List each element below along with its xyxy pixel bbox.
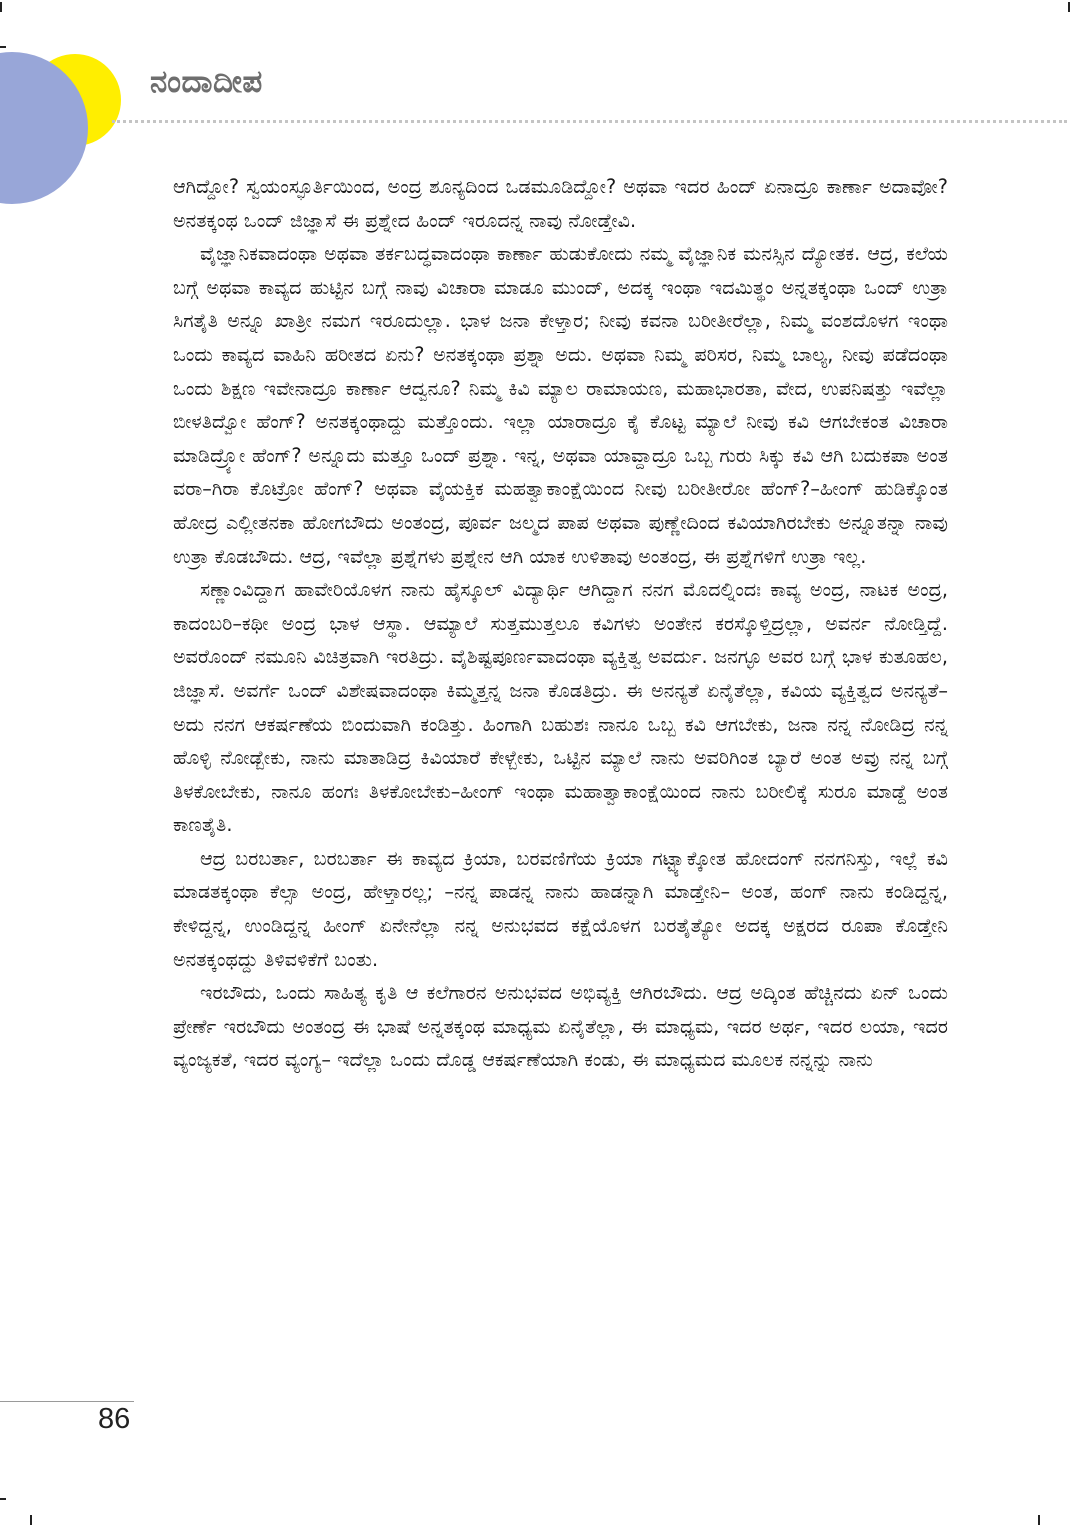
page-number: 86 <box>98 1403 131 1435</box>
paragraph: ಆದ್ರ ಬರಬರ್ತಾ, ಬರಬರ್ತಾ ಈ ಕಾವ್ಯದ ಕ್ರಿಯಾ, ಬರವಣಿಗೆಯ ಕ್ರಿಯಾ ಗಟ್ಟ್ಯಾಕ್ಕೋತ ಹೋದಂಗ್ ನನಗನಿಸ್ತು, ಇಲ್ಲೆ ಕವಿ ಮಾಡತಕ್ಕಂಥಾ ಕೆಲ್ಸಾ ಅಂದ್ರ, ಹೇಳ್ತಾರಲ್ಲ; –ನನ್ನ ಪಾಡನ್ನ ನಾನು ಹಾಡನ್ನಾಗಿ ಮಾಡ್ತೇನಿ– ಅಂತ, ಹಂಗ್ ನಾನು ಕಂಡಿದ್ದನ್ನ, ಕೇಳಿದ್ದನ್ನ, ಉಂಡಿದ್ದನ್ನ ಹೀಂಗ್ ಏನೇನೆಲ್ಲಾ ನನ್ನ ಅನುಭವದ ಕಕ್ಷೆಯೊಳಗ ಬರತೈತ್ಯೋ ಅದಕ್ಕ ಅಕ್ಷರದ ರೂಪಾ ಕೊಡ್ತೇನಿ ಅನತಕ್ಕಂಥದ್ದು ತಿಳಿವಳಿಕೆಗೆ ಬಂತು. <box>173 846 948 971</box>
paragraph: ವೈಜ್ಞಾನಿಕವಾದಂಥಾ ಅಥವಾ ತರ್ಕಬದ್ಧವಾದಂಥಾ ಕಾರ್ಣಾ ಹುಡುಕೋದು ನಮ್ಮ ವೈಜ್ಞಾನಿಕ ಮನಸ್ಸಿನ ದ್ಯೋತಕ. ಆದ್ರ, ಕಲೆಯ ಬಗ್ಗೆ ಅಥವಾ ಕಾವ್ಯದ ಹುಟ್ಟಿನ ಬಗ್ಗೆ ನಾವು ವಿಚಾರಾ ಮಾಡೂ ಮುಂದ್, ಅದಕ್ಕ ಇಂಥಾ ಇದಮಿತ್ಥಂ ಅನ್ನತಕ್ಕಂಥಾ ಒಂದ್ ಉತ್ರಾ ಸಿಗತೈತಿ ಅನ್ನೂ ಖಾತ್ರೀ ನಮಗ ಇರೂದುಲ್ಲಾ. ಭಾಳ ಜನಾ ಕೇಳ್ತಾರ; ನೀವು ಕವನಾ ಬರೀತೀರೆಲ್ಲಾ, ನಿಮ್ಮ ವಂಶದೊಳಗ ಇಂಥಾ ಒಂದು ಕಾವ್ಯದ ವಾಹಿನಿ ಹರೀತದ ಏನು? ಅನತಕ್ಕಂಥಾ ಪ್ರಶ್ನಾ ಅದು. ಅಥವಾ ನಿಮ್ಮ ಪರಿಸರ, ನಿಮ್ಮ ಬಾಲ್ಯ, ನೀವು ಪಡೆದಂಥಾ ಒಂದು ಶಿಕ್ಷಣ ಇವೇನಾದ್ರೂ ಕಾರ್ಣಾ ಆದ್ವನೂ? ನಿಮ್ಮ ಕಿವಿ ಮ್ಯಾಲ ರಾಮಾಯಣ, ಮಹಾಭಾರತಾ, ವೇದ, ಉಪನಿಷತ್ತು ಇವೆಲ್ಲಾ ಬೀಳತಿದ್ವೋ ಹೆಂಗ್? ಅನತಕ್ಕಂಥಾದ್ದು ಮತ್ತೊಂದು. ಇಲ್ಲಾ ಯಾರಾದ್ರೂ ಕೈ ಕೊಟ್ಟ ಮ್ಯಾಲೆ ನೀವು ಕವಿ ಆಗಬೇಕಂತ ವಿಚಾರಾ ಮಾಡಿದ್ರ್ಯೋ ಹೆಂಗ್? ಅನ್ನೂದು ಮತ್ತೂ ಒಂದ್ ಪ್ರಶ್ನಾ. ಇನ್ನ, ಅಥವಾ ಯಾವ್ದಾದ್ರೂ ಒಬ್ಬ ಗುರು ಸಿಕ್ಕು ಕವಿ ಆಗಿ ಬದುಕಪಾ ಅಂತ ವರಾ–ಗಿರಾ ಕೊಟ್ರೋ ಹೆಂಗ್? ಅಥವಾ ವೈಯಕ್ತಿಕ ಮಹತ್ವಾಕಾಂಕ್ಷೆಯಿಂದ ನೀವು ಬರೀತೀರೋ ಹೆಂಗ್?–ಹೀಂಗ್ ಹುಡಿಕ್ಕೊಂತ ಹೋದ್ರ ಎಲ್ಲೀತನಕಾ ಹೋಗಬೌದು ಅಂತಂದ್ರ, ಪೂರ್ವ ಜಲ್ಮದ ಪಾಪ ಅಥವಾ ಪುಣ್ಣೇದಿಂದ ಕವಿಯಾಗಿರಬೇಕು ಅನ್ನೂತನ್ನಾ ನಾವು ಉತ್ರಾ ಕೊಡಬೌದು. ಆದ್ರ, ಇವೆಲ್ಲಾ ಪ್ರಶ್ನೆಗಳು ಪ್ರಶ್ನೇನ ಆಗಿ ಯಾಕ ಉಳಿತಾವು ಅಂತಂದ್ರ, ಈ ಪ್ರಶ್ನೆಗಳಿಗೆ ಉತ್ರಾ ಇಲ್ಲ. <box>173 242 948 568</box>
body-text <box>173 170 948 1077</box>
header-decoration <box>0 0 140 220</box>
crop-mark-bottom-right <box>1038 1515 1040 1525</box>
crop-mark-left-lower <box>0 1498 6 1500</box>
crop-mark-top-right <box>1068 2 1070 12</box>
footer-rule <box>0 1401 134 1402</box>
paragraph: ಸಣ್ಣಾಂವಿದ್ದಾಗ ಹಾವೇರಿಯೊಳಗ ನಾನು ಹೈಸ್ಕೂಲ್ ವಿದ್ಯಾರ್ಥಿ ಆಗಿದ್ದಾಗ ನನಗ ಮೊದಲ್ನಿಂದಃ ಕಾವ್ಯ ಅಂದ್ರ, ನಾಟಕ ಅಂದ್ರ, ಕಾದಂಬರಿ–ಕಥೀ ಅಂದ್ರ ಭಾಳ ಆಸ್ಥಾ. ಆಮ್ಯಾಲೆ ಸುತ್ತಮುತ್ತಲೂ ಕವಿಗಳು ಅಂತೇನ ಕರಸ್ಕೊಳ್ತಿದ್ರಲ್ಲಾ, ಅವರ್ನ ನೋಡ್ತಿದ್ದೆ. ಅವರೊಂದ್ ನಮೂನಿ ವಿಚಿತ್ರವಾಗಿ ಇರತಿದ್ರು. ವೈಶಿಷ್ಟಪೂರ್ಣವಾದಂಥಾ ವ್ಯಕ್ತಿತ್ವ ಅವರ್ದು. ಜನಗ್ಳೂ ಅವರ ಬಗ್ಗೆ ಭಾಳ ಕುತೂಹಲ, ಜಿಜ್ಞಾಸೆ. ಅವರ್ಗೆ ಒಂದ್ ವಿಶೇಷವಾದಂಥಾ ಕಿಮ್ಮತ್ತನ್ನ ಜನಾ ಕೊಡತಿದ್ರು. ಈ ಅನನ್ಯತೆ ಏನೈತೆಲ್ಲಾ, ಕವಿಯ ವ್ಯಕ್ತಿತ್ವದ ಅನನ್ಯತೆ–ಅದು ನನಗ ಆಕರ್ಷಣೆಯ ಬಿಂದುವಾಗಿ ಕಂಡಿತ್ತು. ಹಿಂಗಾಗಿ ಬಹುಶಃ ನಾನೂ ಒಬ್ಬ ಕವಿ ಆಗಬೇಕು, ಜನಾ ನನ್ನ ನೋಡಿದ್ರ ನನ್ನ ಹೊಳ್ಳಿ ನೋಡ್ಬೇಕು, ನಾನು ಮಾತಾಡಿದ್ರ ಕಿವಿಯಾರೆ ಕೇಳ್ಬೇಕು, ಒಟ್ಟಿನ ಮ್ಯಾಲೆ ನಾನು ಅವರಿಗಿಂತ ಬ್ಯಾರೆ ಅಂತ ಅವ್ರು ನನ್ನ ಬಗ್ಗೆ ತಿಳಕೋಬೇಕು, ನಾನೂ ಹಂಗಃ ತಿಳಕೋಬೇಕು–ಹೀಂಗ್ ಇಂಥಾ ಮಹಾತ್ವಾಕಾಂಕ್ಷೆಯಿಂದ ನಾನು ಬರೀಲಿಕ್ಕೆ ಸುರೂ ಮಾಡ್ದೆ ಅಂತ ಕಾಣತೈತಿ. <box>173 578 948 837</box>
paragraph: ಇರಬೌದು, ಒಂದು ಸಾಹಿತ್ಯ ಕೃತಿ ಆ ಕಲೆಗಾರನ ಅನುಭವದ ಅಭಿವ್ಯಕ್ತಿ ಆಗಿರಬೌದು. ಆದ್ರ ಅದ್ಕಿಂತ ಹೆಚ್ಚಿನದು ಏನ್ ಒಂದು ಪ್ರೇರ್ಣೆ ಇರಬೌದು ಅಂತಂದ್ರ ಈ ಭಾಷೆ ಅನ್ನತಕ್ಕಂಥ ಮಾಧ್ಯಮ ಏನೈತೆಲ್ಲಾ, ಈ ಮಾಧ್ಯಮ, ಇದರ ಅರ್ಥ, ಇದರ ಲಯಾ, ಇದರ ವ್ಯಂಜ್ಯಕತೆ, ಇದರ ವ್ಯಂಗ್ಯ– ಇದೆಲ್ಲಾ ಒಂದು ದೊಡ್ಡ ಆಕರ್ಷಣೆಯಾಗಿ ಕಂಡು, ಈ ಮಾಧ್ಯಮದ ಮೂಲಕ ನನ್ನನ್ನು ನಾನು <box>173 981 948 1072</box>
paragraph: ಆಗಿದ್ದೋ? ಸ್ವಯಂಸ್ಫೂರ್ತಿಯಿಂದ, ಅಂದ್ರ ಶೂನ್ಯದಿಂದ ಒಡಮೂಡಿದ್ದೋ? ಅಥವಾ ಇದರ ಹಿಂದ್ ಏನಾದ್ರೂ ಕಾರ್ಣಾ ಅದಾವೋ? ಅನತಕ್ಕಂಥ ಒಂದ್ ಜಿಜ್ಞಾಸೆ ಈ ಪ್ರಶ್ನೇದ ಹಿಂದ್ ಇರೂದನ್ನ ನಾವು ನೋಡ್ತೇವಿ. <box>173 175 948 232</box>
crop-mark-bottom-left <box>30 1515 32 1525</box>
header-dotted-rule <box>112 120 1067 123</box>
running-header-title: ನಂದಾದೀಪ <box>150 64 263 100</box>
